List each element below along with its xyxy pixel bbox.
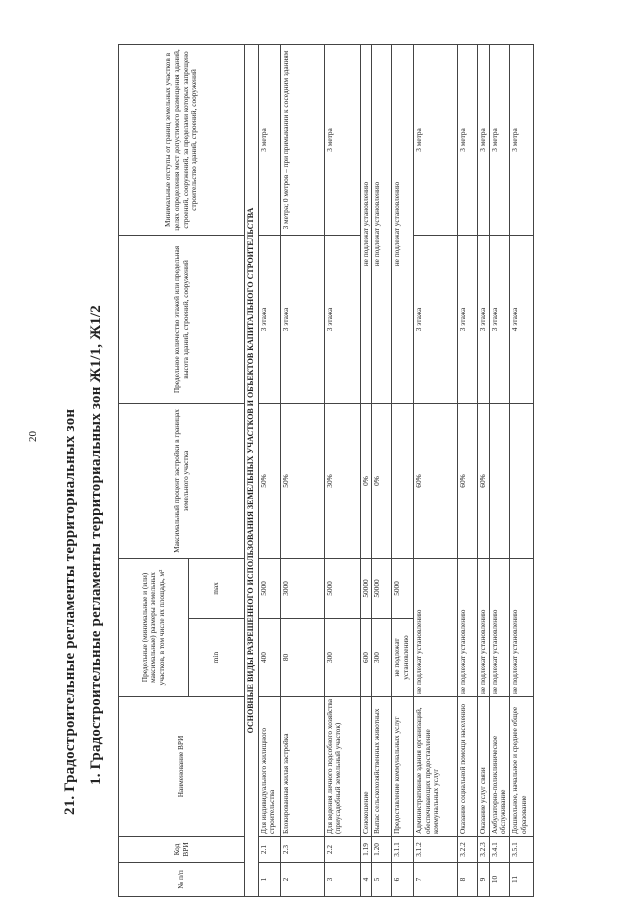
cell-code: 1.20 (372, 837, 392, 863)
cell-percent: 50% (258, 404, 280, 559)
cell-code: 3.2.2 (458, 837, 478, 863)
cell-sizes: не подлежат установлению (509, 559, 533, 697)
header-size-group: Предельные (минимальные и (или) максимальные) размеры земельных участков, в том числе их площадь, м² (119, 559, 189, 697)
cell-percent: 30% (324, 404, 360, 559)
cell-name: Выпас сельскохозяйственных животных (372, 697, 392, 837)
cell-percent: 50% (280, 404, 324, 559)
cell-sizes: не подлежат установлению (414, 559, 458, 697)
cell-num: 8 (458, 863, 478, 897)
cell-floors: 3 этажа (414, 236, 458, 404)
cell-setback: 3 метра (478, 45, 490, 236)
cell-name: Для ведения личного подсобного хозяйства (приусадебный земельный участок) (324, 697, 360, 837)
cell-floors: 3 этажа (324, 236, 360, 404)
cell-code: 2.1 (258, 837, 280, 863)
cell-num: 4 (360, 863, 372, 897)
table-row (458, 45, 478, 897)
cell-percent: 0% (360, 404, 372, 559)
header-code: Код ВРИ (119, 837, 245, 863)
cell-name: Оказание услуг связи (478, 697, 490, 837)
cell-percent (489, 404, 509, 559)
cell-code: 3.1.1 (392, 837, 414, 863)
cell-percent: 60% (458, 404, 478, 559)
page-number: 20 (27, 431, 39, 442)
cell-sizes: не подлежат установлению (489, 559, 509, 697)
cell-percent (509, 404, 533, 559)
cell-min: 600 (360, 619, 372, 697)
header-name: Наименование ВРИ (119, 697, 245, 837)
cell-setback: 3 метра (258, 45, 280, 236)
cell-floors: 3 этажа (458, 236, 478, 404)
cell-name: Оказание социальной помощи населению (458, 697, 478, 837)
cell-num: 5 (372, 863, 392, 897)
cell-percent: 60% (414, 404, 458, 559)
table-row (392, 45, 414, 897)
cell-merged-limits: не подлежат установлению (360, 45, 372, 404)
cell-num: 2 (280, 863, 324, 897)
cell-percent: 60% (478, 404, 490, 559)
cell-name: Для индивидуального жилищного строительства (258, 697, 280, 837)
table-row (414, 45, 458, 897)
cell-floors: 3 этажа (280, 236, 324, 404)
cell-setback: 3 метра; 0 метров – при примыкании к соседним зданиям (280, 45, 324, 236)
header-floors: Предельное количество этажей или предельная высота зданий, строений, сооружений (119, 236, 245, 404)
cell-min: 80 (280, 619, 324, 697)
cell-merged-limits: не подлежат установлению (392, 45, 414, 404)
cell-code: 3.4.1 (489, 837, 509, 863)
cell-name: Административные здания организаций, обеспечивающих предоставление коммунальных услуг (414, 697, 458, 837)
cell-min: 400 (258, 619, 280, 697)
cell-num: 3 (324, 863, 360, 897)
cell-sizes: не подлежат установлению (478, 559, 490, 697)
cell-setback: 3 метра (414, 45, 458, 236)
cell-max: 50000 (360, 559, 372, 619)
section-row-text: ОСНОВНЫЕ ВИДЫ РАЗРЕШЕННОГО ИСПОЛЬЗОВАНИЯ ЗЕМЕЛЬНЫХ УЧАСТКОВ И ОБЪЕКТОВ КАПИТАЛЬНОГО СТРОИТЕЛЬСТВА (245, 45, 259, 897)
cell-code: 3.2.3 (478, 837, 490, 863)
cell-merged-limits: не подлежат установлению (372, 45, 392, 404)
cell-min: 300 (372, 619, 392, 697)
cell-min: 300 (324, 619, 360, 697)
cell-code: 3.1.2 (414, 837, 458, 863)
cell-name: Дошкольное, начальное и среднее общее образование (509, 697, 533, 837)
cell-max: 5000 (324, 559, 360, 619)
table-row (324, 45, 360, 897)
table-row (372, 45, 392, 897)
table-row (509, 45, 533, 897)
cell-num: 7 (414, 863, 458, 897)
cell-num: 9 (478, 863, 490, 897)
header-setbacks: Минимальные отступы от границ земельных участков в целях определения мест допустимого размещения зданий, строений, сооружений, за пределами которых запрещено строительство зданий, строений, сооружений (119, 45, 245, 236)
table-row (280, 45, 324, 897)
cell-num: 6 (392, 863, 414, 897)
cell-name: Амбулаторно-поликлиническое обслуживание (489, 697, 509, 837)
cell-setback: 3 метра (509, 45, 533, 236)
cell-num: 10 (489, 863, 509, 897)
regulations-table (118, 44, 534, 897)
cell-num: 11 (509, 863, 533, 897)
table-row (258, 45, 280, 897)
section-title: 21. Градостроительные регламенты территориальных зон (62, 408, 78, 815)
table-row (478, 45, 490, 897)
cell-num: 1 (258, 863, 280, 897)
table-row (489, 45, 509, 897)
cell-floors: 3 этажа (489, 236, 509, 404)
cell-percent (392, 404, 414, 559)
cell-floors: 4 этажа (509, 236, 533, 404)
cell-code: 1.19 (360, 837, 372, 863)
cell-floors: 3 этажа (258, 236, 280, 404)
cell-floors: 3 этажа (478, 236, 490, 404)
cell-setback: 3 метра (324, 45, 360, 236)
header-num: № п/п (119, 863, 245, 897)
cell-code: 2.2 (324, 837, 360, 863)
cell-code: 3.5.1 (509, 837, 533, 863)
cell-name: Предоставление коммунальных услуг (392, 697, 414, 837)
cell-name: Блокированная жилая застройка (280, 697, 324, 837)
cell-percent: 0% (372, 404, 392, 559)
header-max: max (189, 559, 245, 619)
cell-setback: 3 метра (489, 45, 509, 236)
header-min: min (189, 619, 245, 697)
cell-max: 5000 (258, 559, 280, 619)
cell-max: 5000 (392, 559, 414, 619)
header-percent: Максимальный процент застройки в границах земельного участка (119, 404, 245, 559)
table-row (360, 45, 372, 897)
cell-name: Сенокошение (360, 697, 372, 837)
cell-sizes: не подлежат установлению (458, 559, 478, 697)
cell-code: 2.3 (280, 837, 324, 863)
cell-min: не подлежат установлению (392, 619, 414, 697)
section-row (245, 45, 259, 897)
cell-max: 3000 (280, 559, 324, 619)
cell-setback: 3 метра (458, 45, 478, 236)
header-row (119, 45, 189, 897)
subsection-title: 1. Градостроительные регламенты территориальных зон Ж1/1, Ж1/2 (88, 305, 104, 785)
cell-max: 50000 (372, 559, 392, 619)
